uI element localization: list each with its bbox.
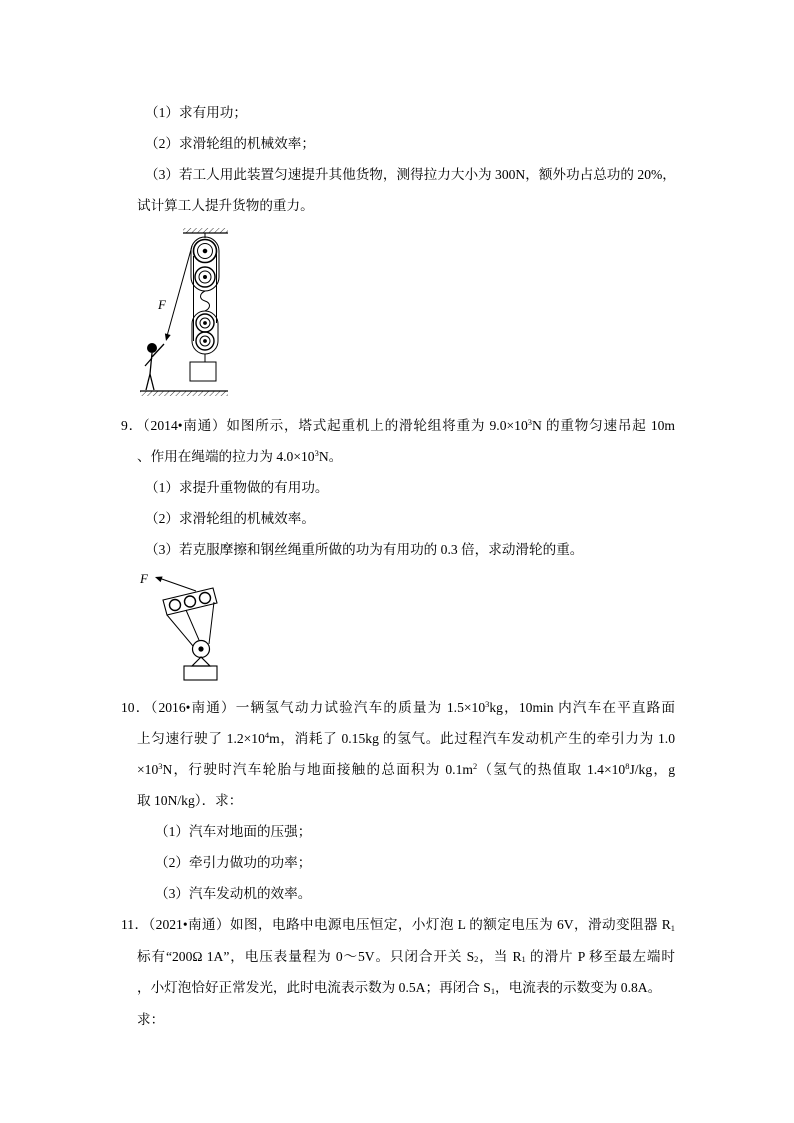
question-9-stem-line-1 [121, 410, 675, 441]
question-11-stem-line-4: 求： [137, 1012, 165, 1028]
text-segment: 、作用在绳端的拉力为 4.0×10 [137, 448, 315, 464]
subscript: 1 [490, 986, 496, 997]
superscript: 2 [472, 760, 478, 771]
subquestion-2: （2）牵引力做功的功率； [155, 854, 312, 870]
subquestion-1: （1）求有用功； [145, 104, 247, 120]
rope-segments [167, 602, 214, 646]
question-10 [0, 692, 794, 909]
superscript: 3 [527, 416, 532, 427]
question-10-stem-line-2 [137, 723, 675, 754]
text-segment: 11．（2021•南通）如图，电路中电源电压恒定，小灯泡 L 的额定电压为 6V，滑动变阻器 R [121, 917, 671, 932]
text-segment: N 的重物匀速吊起 10m [531, 417, 676, 433]
text-segment: 上匀速行驶了 1.2×10 [137, 730, 265, 746]
text-segment: 标有“200Ω 1A”，电压表量程为 0～5V。只闭合开关 S [137, 948, 475, 964]
text-segment: ，小灯泡恰好正常发光，此时电流表示数为 0.5A；再闭合 S [137, 980, 491, 996]
superscript: 3 [158, 760, 163, 771]
cargo [190, 354, 216, 381]
text-segment: J/kg，g [629, 761, 676, 777]
subscript: 1 [670, 922, 675, 933]
question-10-stem-line-3 [137, 754, 675, 785]
superscript: 3 [314, 447, 319, 458]
subquestion-2: （2）求滑轮组的机械效率； [145, 135, 315, 151]
pulley-system-figure [135, 225, 235, 400]
question-11-stem-line-1 [121, 909, 675, 941]
subquestion-2: （2）求滑轮组的机械效率。 [145, 510, 315, 526]
ceiling [183, 228, 228, 233]
superscript: 3 [485, 698, 490, 709]
pull-force-arrow [157, 246, 192, 341]
text-segment: ，当 R [478, 948, 522, 964]
text-segment: ×10 [137, 761, 159, 777]
question-11-stem-line-3 [137, 972, 794, 1004]
text-segment: 的滑片 P 移至最左端时 [525, 948, 675, 964]
movable-pulley-block [192, 311, 218, 354]
force-label: F [158, 297, 166, 312]
question-10-stem-line-1 [121, 692, 675, 723]
text-segment: N，行驶时汽车轮胎与地面接触的总面积为 0.1m [162, 761, 473, 777]
pulley-wheel [170, 600, 181, 611]
movable-pulley [192, 641, 210, 667]
crane-pulley-figure [135, 565, 225, 685]
question-11-stem-line-2 [137, 941, 675, 973]
pulley-wheel [185, 596, 196, 607]
subquestion-3-line-2: 试计算工人提升货物的重力。 [137, 198, 314, 214]
connecting-hook [201, 291, 210, 311]
cargo [184, 666, 217, 680]
text-segment: m，消耗了 0.15kg 的氢气。此过程汽车发动机产生的牵引力为 1.0 [269, 730, 675, 746]
subquestion-3-line-1: （3）若工人用此装置匀速提升其他货物，测得拉力大小为 300N，额外功占总功的 20%， [145, 167, 676, 183]
subquestion-1: （1）求提升重物做的有用功。 [145, 479, 329, 495]
text-segment: 9．（2014•南通）如图所示，塔式起重机上的滑轮组将重为 9.0×10 [121, 417, 528, 433]
question-9 [0, 410, 794, 565]
crane-boom [163, 588, 217, 615]
fixed-pulley-block [191, 233, 219, 291]
text-segment: kg，10min 内汽车在平直路面 [489, 699, 676, 715]
text-segment: N。 [318, 448, 343, 464]
subquestion-1: （1）汽车对地面的压强； [155, 823, 312, 839]
superscript: 4 [264, 729, 270, 740]
pull-force-arrow [139, 571, 196, 591]
question-11 [0, 909, 794, 1036]
question-8-subparts [0, 97, 794, 222]
text-segment: 10．（2016•南通）一辆氢气动力试验汽车的质量为 1.5×10 [121, 699, 486, 715]
subscript: 1 [521, 954, 526, 965]
subquestion-3: （3）若克服摩擦和钢丝绳重所做的功为有用功的 0.3 倍，求动滑轮的重。 [145, 541, 584, 557]
superscript: 8 [625, 760, 630, 771]
question-9-stem-line-2 [137, 441, 794, 472]
pulley-wheel [200, 593, 211, 604]
force-label: F [140, 571, 148, 586]
text-segment: ，电流表的示数变为 0.8A。 [495, 980, 662, 996]
text-segment: （氢气的热值取 1.4×10 [477, 761, 626, 777]
ground [140, 391, 228, 396]
question-10-stem-line-4: 取 10N/kg）．求： [137, 792, 243, 808]
subquestion-3: （3）汽车发动机的效率。 [155, 885, 312, 901]
subscript: 2 [474, 954, 479, 965]
worker-figure [145, 343, 164, 390]
